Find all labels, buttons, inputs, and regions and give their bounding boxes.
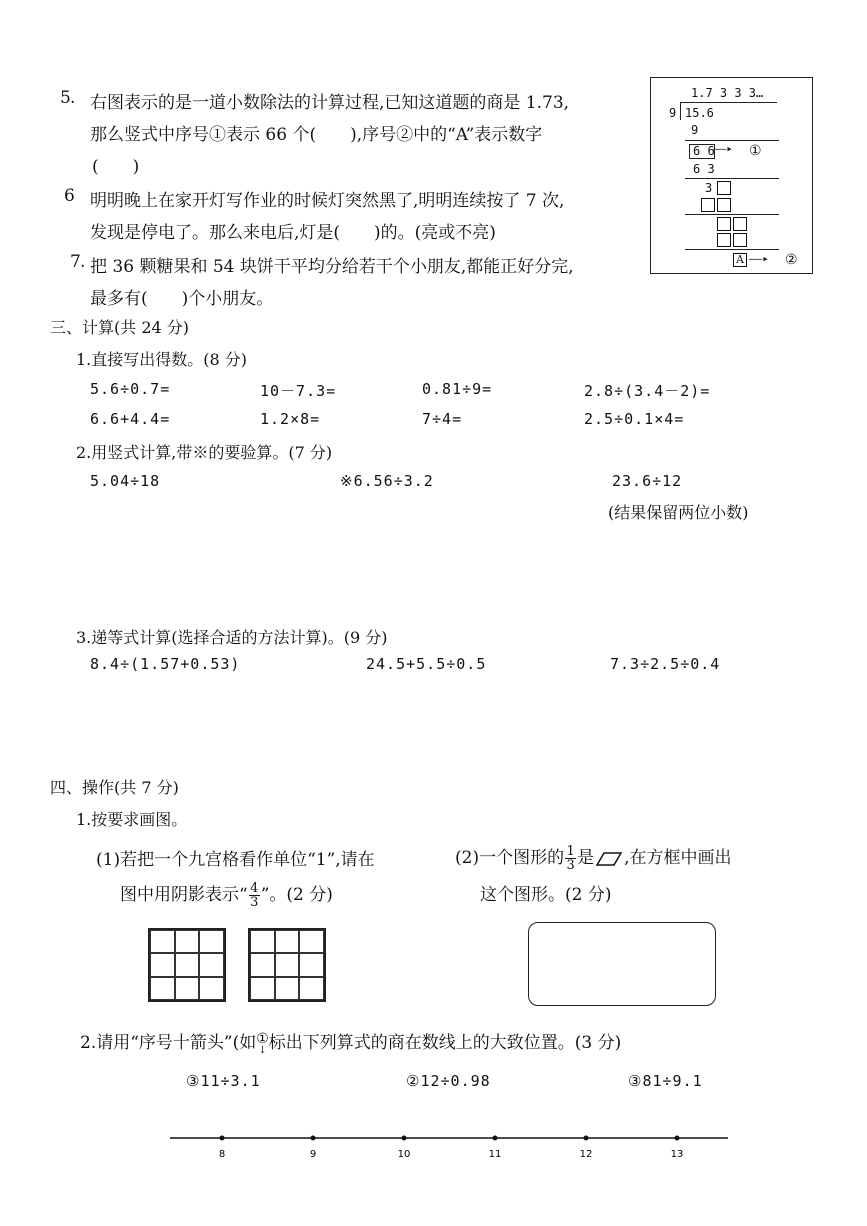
- digit-box: [717, 233, 731, 247]
- drawing-instruction-2b: 这个图形。(2 分): [480, 885, 612, 905]
- number-line[interactable]: [160, 1125, 740, 1165]
- drawing-instruction-1: (1)若把一个九宫格看作单位“1”,请在: [96, 850, 375, 870]
- digit-box-a: A: [733, 253, 747, 267]
- step-value: 6 6: [693, 144, 715, 158]
- expression: 1.2×8=: [260, 410, 321, 428]
- number-line-tick: [311, 1136, 316, 1141]
- divisor: 9: [669, 106, 677, 120]
- expression: 7.3÷2.5÷0.4: [610, 655, 721, 673]
- number-line-tick-label: 8: [218, 1149, 226, 1160]
- expression: ②12÷0.98: [406, 1072, 491, 1090]
- section-title: 四、操作(共 7 分): [50, 778, 179, 797]
- question-text: 发现是停电了。那么来电后,灯是( )的。(亮或不亮): [90, 223, 496, 243]
- number-line-tick-label: 10: [397, 1149, 411, 1160]
- quotient: 1.7 3 3 3…: [691, 86, 764, 100]
- number-line-tick-label: 9: [309, 1149, 317, 1160]
- question-text: 把 36 颗糖果和 54 块饼干平均分给若干个小朋友,都能正好分完,: [90, 257, 574, 277]
- number-line-tick: [220, 1136, 225, 1141]
- question-title: 1.直接写出得数。(8 分): [76, 350, 248, 369]
- question-text: 最多有( )个小朋友。: [90, 289, 274, 309]
- number-line-tick-label: 13: [670, 1149, 684, 1160]
- drawing-instruction-1b: 图中用阴影表示“ $\frac{4}{3}$ ”。(2 分): [120, 881, 333, 910]
- expression: 2.5÷0.1×4=: [584, 410, 685, 428]
- question-title: 3.递等式计算(选择合适的方法计算)。(9 分): [76, 628, 388, 647]
- expression: 24.5+5.5÷0.5: [366, 655, 487, 673]
- number-line-tick: [675, 1136, 680, 1141]
- fraction-four-thirds: $\frac{4}{3}$: [250, 881, 259, 910]
- digit-box: [717, 217, 731, 231]
- drawing-box[interactable]: [528, 922, 716, 1006]
- expression: ※6.56÷3.2: [340, 472, 434, 490]
- rounding-note: (结果保留两位小数): [608, 503, 749, 522]
- expression: 0.81÷9=: [422, 380, 493, 398]
- step-value: 6 3: [693, 162, 715, 176]
- digit-box: [733, 233, 747, 247]
- expression: 5.6÷0.7=: [90, 380, 171, 398]
- number-line-tick-label: 12: [579, 1149, 593, 1160]
- digit-box: [701, 198, 715, 212]
- answer-blank[interactable]: ( ): [92, 157, 140, 177]
- question-text: 明明晚上在家开灯写作业的时候灯突然黑了,明明连续按了 7 次,: [90, 191, 565, 211]
- expression: 7÷4=: [422, 410, 463, 428]
- question-title: 1.按要求画图。: [76, 810, 188, 829]
- digit-box: [717, 181, 731, 195]
- question-number: 5: [60, 88, 71, 108]
- digit-box: [733, 217, 747, 231]
- expression: 23.6÷12: [612, 472, 683, 490]
- expression: 5.04÷18: [90, 472, 161, 490]
- expression: 10－7.3=: [260, 382, 337, 400]
- marker-circled-2: ②: [785, 252, 798, 268]
- number-line-tick: [402, 1136, 407, 1141]
- step-value: 9: [691, 123, 699, 137]
- question-number: 7: [70, 252, 81, 272]
- digit-box: [717, 198, 731, 212]
- nine-grid-2[interactable]: [248, 928, 326, 1002]
- marker-circled-1: ①: [749, 143, 762, 159]
- question-title: 2.用竖式计算,带※的要验算。(7 分): [76, 443, 333, 462]
- expression: 6.6+4.4=: [90, 410, 171, 428]
- fraction-one-third: $\frac{1}{3}$: [566, 844, 575, 873]
- example-marker-icon: ① ↓: [256, 1030, 269, 1056]
- question-title: 2.请用“序号十箭头”(如 ① ↓ 标出下列算式的商在数线上的大致位置。(3 分): [80, 1030, 622, 1056]
- nine-grid-1[interactable]: [148, 928, 226, 1002]
- number-line-tick: [584, 1136, 589, 1141]
- question-text: 那么竖式中序号①表示 66 个( ),序号②中的“A”表示数字: [90, 125, 543, 145]
- expression: ③81÷9.1: [628, 1072, 703, 1090]
- expression: 2.8÷(3.4－2)=: [584, 382, 711, 400]
- dividend: 15.6: [685, 106, 714, 120]
- number-line-tick-label: 11: [488, 1149, 502, 1160]
- number-line-tick: [493, 1136, 498, 1141]
- question-text: 右图表示的是一道小数除法的计算过程,已知这道题的商是 1.73,: [90, 93, 570, 113]
- long-division-figure: 1.7 3 3 3… 9 15.6 9 6 6 ——▸ ① 6 3 3 A ——▸ ②: [650, 77, 813, 274]
- section-title: 三、计算(共 24 分): [50, 318, 190, 337]
- question-number: 6: [64, 186, 75, 206]
- step-value: 3: [705, 181, 713, 195]
- expression: 8.4÷(1.57+0.53): [90, 655, 241, 673]
- expression: ③11÷3.1: [186, 1072, 261, 1090]
- drawing-instruction-2: (2)一个图形的 $\frac{1}{3}$ 是 ,在方框中画出: [455, 844, 732, 873]
- parallelogram-icon: [596, 851, 622, 867]
